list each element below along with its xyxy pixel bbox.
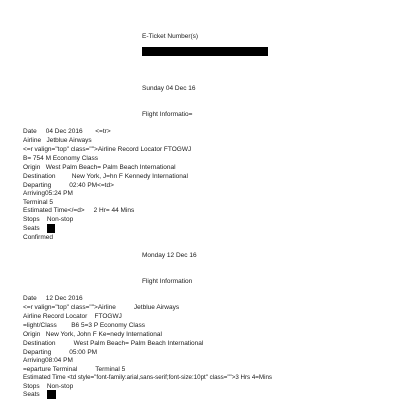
flight-1-arriving-row: Arriving05:24 PM [23,190,73,197]
flight-1-confirmed-row: Confirmed [23,234,53,241]
flight-1-locator-row: <=r valign="top" class="">Airline Record Locator FTOGWJ [23,146,192,153]
flight-2-estimated-row: Estimated Time <td style="font-family:arial,sans-serif;font-size:10pt" class="">3 Hrs 4=Mins [23,374,272,381]
flight-1-destination-row: Destination New York, J=hn F Kennedy International [23,173,188,180]
flight-2-redacted-seat [47,390,56,399]
flight-1-class-row: B= 754 M Economy Class [23,155,98,162]
flight-2-date-row: Date 12 Dec 2016 [23,295,83,302]
flight-2-origin-row: Origin New York, John F Ke=nedy International [23,331,162,338]
flight-1-departing-row: Departing 02:40 PM<=td> [23,182,114,189]
flight-1-redacted-seat [47,224,55,233]
redacted-ticket-number [142,47,268,56]
flight-1-airline-row: Airline Jetblue Airways [23,137,92,144]
flight-1-seats-label: Seats [23,225,40,232]
flight-2-seats-label: Seats [23,391,40,398]
flight-2-terminal-row: =eparture Terminal Terminal 5 [23,366,126,373]
flight-2-departing-row: Departing 05:00 PM [23,349,98,356]
eticket-number-label: E-Ticket Number(s) [142,33,199,40]
flight-1-terminal-row: Terminal 5 [23,199,53,206]
flight-2-date-heading: Monday 12 Dec 16 [142,252,197,259]
flight-1-date-row: Date 04 Dec 2016 <=tr> [23,128,111,135]
flight-1-origin-row: Origin West Palm Beach= Palm Beach International [23,164,176,171]
flight-2-airline-row: <=r valign="top" class="">Airline Jetblue Airways [23,304,180,311]
flight-2-destination-row: Destination West Palm Beach= Palm Beach International [23,340,204,347]
flight-1-section-title: Flight Informatio= [142,111,193,118]
flight-2-stops-row: Stops Non-stop [23,383,74,390]
flight-2-arriving-row: Arriving08:04 PM [23,357,73,364]
flight-2-class-row: =light/Class B6 5=3 P Economy Class [23,322,145,329]
flight-1-estimated-row: Estimated Time</=d> 2 Hr= 44 Mins [23,207,135,214]
flight-1-stops-row: Stops Non-stop [23,216,74,223]
flight-2-locator-row: Airline Record Locator FTOGWJ [23,313,122,320]
flight-1-date-heading: Sunday 04 Dec 16 [142,85,196,92]
flight-2-section-title: Flight Information [142,278,193,285]
